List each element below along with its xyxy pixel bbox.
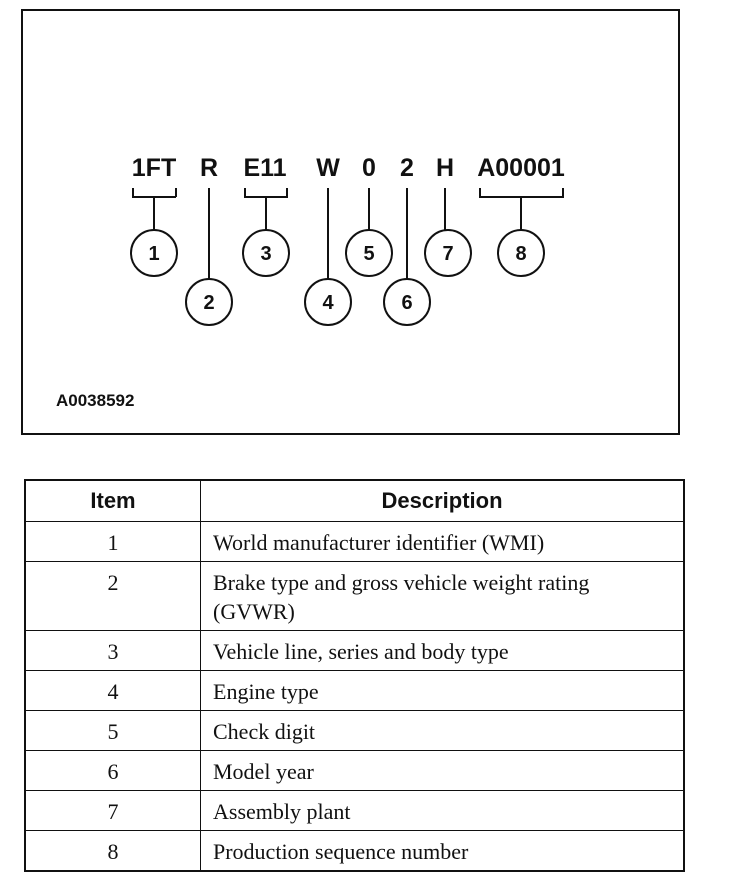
item-description: Check digit: [201, 711, 685, 751]
callout-label-7: 7: [442, 243, 454, 265]
table-row: [25, 562, 684, 631]
bracket-3: [245, 188, 287, 230]
vin-segment-year: 2: [400, 154, 414, 182]
table-row: [25, 671, 684, 711]
callout-label-5: 5: [363, 243, 375, 265]
item-column-header: Item: [25, 480, 201, 522]
table-row: [25, 791, 684, 831]
table-row: [25, 711, 684, 751]
vin-segment-check: 0: [362, 154, 376, 182]
vin-segment-wmi: 1FT: [131, 154, 177, 182]
table-row: [25, 831, 684, 872]
callout-label-2: 2: [203, 292, 215, 314]
vin-segment-engine: W: [316, 154, 340, 182]
item-number: 4: [25, 671, 201, 711]
item-description: Assembly plant: [201, 791, 685, 831]
item-description: Engine type: [201, 671, 685, 711]
item-number: 5: [25, 711, 201, 751]
vin-diagram-graphic: [23, 11, 682, 437]
callout-label-6: 6: [401, 292, 413, 314]
item-description: Vehicle line, series and body type: [201, 631, 685, 671]
vin-diagram: [21, 9, 680, 435]
table-row: [25, 522, 684, 562]
leader-lines: [133, 188, 563, 279]
vin-segment-line: E11: [243, 154, 287, 182]
table-row: [25, 751, 684, 791]
callout-label-8: 8: [515, 243, 527, 265]
item-number: 3: [25, 631, 201, 671]
figure-id: A0038592: [56, 391, 135, 410]
table-row: [25, 631, 684, 671]
item-description: Brake type and gross vehicle weight rating (GVWR): [201, 562, 685, 631]
item-number: 7: [25, 791, 201, 831]
item-description: Model year: [201, 751, 685, 791]
table-header-row: [25, 480, 684, 522]
description-column-header: Description: [201, 480, 685, 522]
bracket-1: [133, 188, 176, 230]
callout-label-1: 1: [148, 243, 160, 265]
callout-label-3: 3: [260, 243, 272, 265]
item-number: 1: [25, 522, 201, 562]
callout-label-4: 4: [322, 292, 334, 314]
vin-segment-plant: H: [435, 154, 455, 182]
item-number: 2: [25, 562, 201, 631]
item-description: World manufacturer identifier (WMI): [201, 522, 685, 562]
vin-segment-brake: R: [199, 154, 219, 182]
vin-legend-table: [24, 479, 685, 872]
item-description: Production sequence number: [201, 831, 685, 872]
vin-segment-sequence: A00001: [477, 154, 565, 182]
bracket-8: [480, 188, 563, 230]
item-number: 6: [25, 751, 201, 791]
item-number: 8: [25, 831, 201, 872]
